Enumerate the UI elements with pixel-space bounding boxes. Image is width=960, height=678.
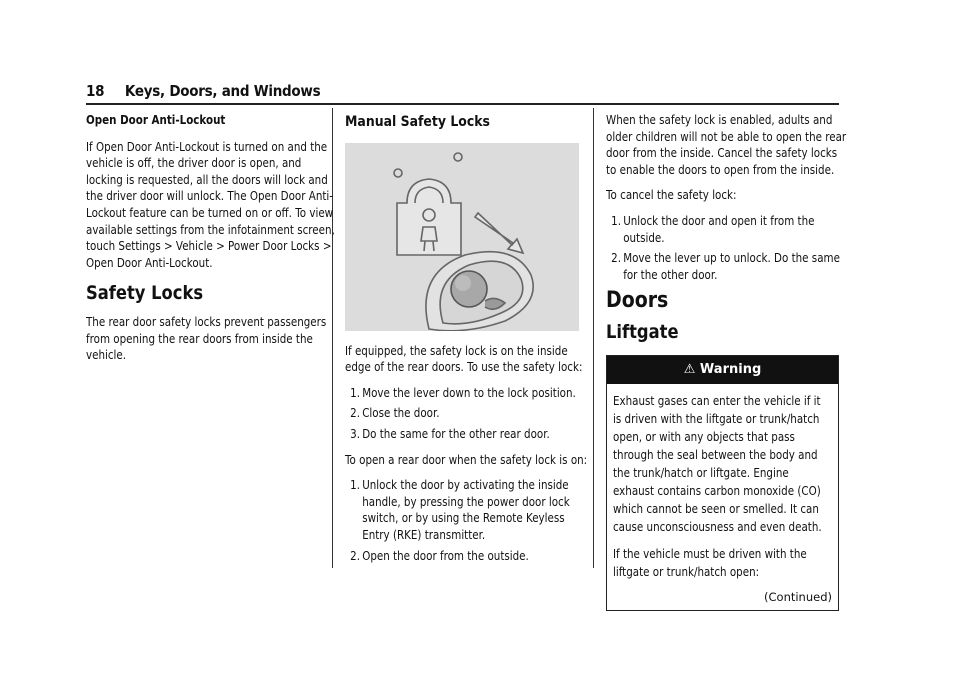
paragraph-cancel-lock: To cancel the safety lock: xyxy=(606,188,737,203)
paragraph-safety-lock-enabled: When the safety lock is enabled, adults and older children will not be able to open the rear door from the inside. Cancel the safety locks to enable the doors to open from the inside. xyxy=(606,113,847,177)
lock-steps-list xyxy=(345,385,589,443)
safety-lock-illustration xyxy=(345,143,579,331)
heading-manual-safety-locks: Manual Safety Locks xyxy=(345,114,490,130)
list-item: 2. Open the door from the outside. xyxy=(350,548,529,563)
chapter-title: Keys, Doors, and Windows xyxy=(124,82,321,100)
list-item: 1. Unlock the door by activating the inside handle, by pressing the power door lock switch, or by using the Remote Keyless Entry (RKE) transmitter. xyxy=(350,478,570,542)
heading-open-door-anti-lockout: Open Door Anti-Lockout xyxy=(86,113,226,127)
continued-label: (Continued) xyxy=(764,590,832,605)
list-item: 3. Do the same for the other rear door. xyxy=(350,426,550,441)
page-header xyxy=(86,82,320,100)
header-rule xyxy=(86,103,839,105)
warning-paragraph-open: If the vehicle must be driven with the liftgate or trunk/hatch open: xyxy=(613,547,807,580)
heading-liftgate: Liftgate xyxy=(606,320,679,343)
cancel-steps-list xyxy=(606,213,850,283)
paragraph-safety-lock-intro: If equipped, the safety lock is on the inside edge of the rear doors. To use the safety lock: xyxy=(345,343,583,375)
list-item: 2. Close the door. xyxy=(350,406,440,421)
page-number: 18 xyxy=(86,82,105,100)
column-2 xyxy=(345,112,590,573)
warning-header xyxy=(607,356,838,385)
warning-body xyxy=(607,384,838,610)
heading-safety-locks: Safety Locks xyxy=(86,282,204,305)
open-steps-list xyxy=(345,477,589,564)
column-3 xyxy=(606,112,851,611)
paragraph-anti-lockout: If Open Door Anti-Lockout is turned on and the vehicle is off, the driver door is open, and locking is requested, all the doors will lock and the driver door will unlock. The Open Door Anti-Lockout feature can be turned on or off. To view available settings from the infotainment screen, touch Settings > Vehicle > Power Door Locks > Open Door Anti-Lockout. xyxy=(86,139,335,270)
list-item: 1. Unlock the door and open it from the outside. xyxy=(611,213,815,245)
list-item: 2. Move the lever up to unlock. Do the same for the other door. xyxy=(611,251,840,282)
list-item: 1. Move the lever down to the lock position. xyxy=(350,385,576,400)
paragraph-open-rear-door: To open a rear door when the safety lock is on: xyxy=(345,452,588,467)
column-1 xyxy=(86,112,336,373)
warning-title: Warning xyxy=(699,361,762,377)
warning-box xyxy=(606,355,839,612)
heading-doors: Doors xyxy=(606,288,669,314)
column-divider-2 xyxy=(593,108,594,568)
warning-icon: ⚠ xyxy=(683,361,696,377)
warning-paragraph-exhaust: Exhaust gases can enter the vehicle if it is driven with the liftgate or trunk/hatch open, or with any objects that pass through the seal between the body and the trunk/hatch or liftgate. Engine exhaust contains carbon monoxide (CO) which cannot be seen or smelled. It can cause unconsciousness and even death. xyxy=(613,394,822,535)
paragraph-safety-locks: The rear door safety locks prevent passengers from opening the rear doors from inside the vehicle. xyxy=(86,314,327,363)
